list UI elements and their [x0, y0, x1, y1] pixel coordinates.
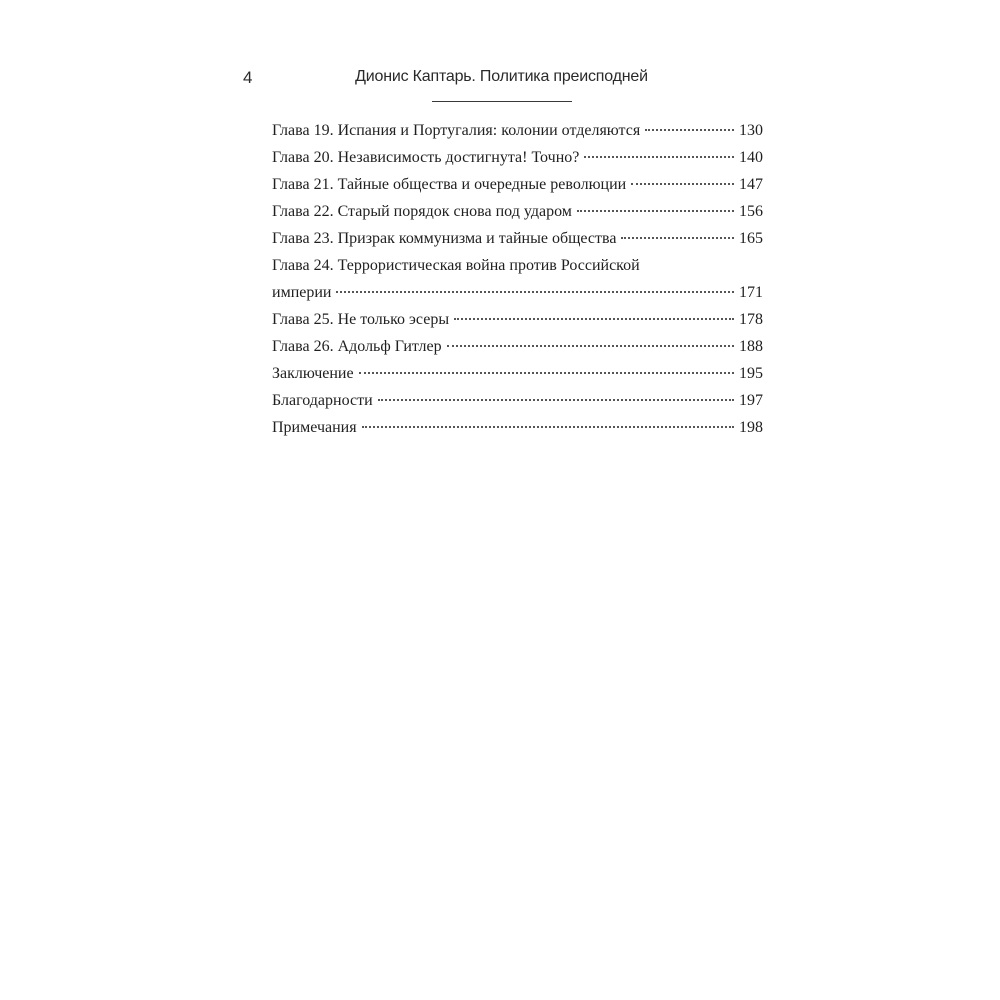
- toc-entry: [272, 144, 763, 171]
- toc-entry-title: Глава 26. Адольф Гитлер: [272, 338, 442, 355]
- toc-entry: [272, 333, 763, 360]
- toc-entry-title: Заключение: [272, 365, 354, 382]
- toc-entry-title: Глава 25. Не только эсеры: [272, 311, 450, 328]
- toc-leader-dots: [645, 129, 734, 131]
- toc-entry: [272, 171, 763, 198]
- toc-entry-page: 188: [739, 338, 763, 355]
- toc-entry: [272, 225, 763, 252]
- toc-leader-dots: [454, 318, 734, 320]
- toc-entry: [272, 387, 763, 414]
- toc-entry-page: 130: [739, 122, 763, 139]
- toc-leader-dots: [631, 183, 734, 185]
- toc-entry-page: 140: [739, 149, 763, 166]
- toc-entry-page: 178: [739, 311, 763, 328]
- page-number: 4: [243, 68, 253, 87]
- toc-leader-dots: [584, 156, 734, 158]
- toc-leader-dots: [577, 210, 734, 212]
- table-of-contents: [272, 117, 763, 441]
- toc-entry-page: 195: [739, 365, 763, 382]
- toc-entry-title: Примечания: [272, 419, 357, 436]
- toc-entry-page: 198: [739, 419, 763, 436]
- toc-entry-title-line2: империи: [272, 284, 332, 301]
- toc-entry: [272, 117, 763, 144]
- toc-entry-page: 197: [739, 392, 763, 409]
- toc-entry-page: 171: [739, 284, 763, 301]
- toc-entry-page: 165: [739, 230, 763, 247]
- toc-entry-page: 156: [739, 203, 763, 220]
- header-rule: [432, 101, 572, 102]
- toc-leader-dots: [336, 291, 734, 293]
- toc-entry-title-line1: Глава 24. Террористическая война против Российской: [272, 257, 640, 274]
- toc-leader-dots: [359, 372, 734, 374]
- toc-entry-page: 147: [739, 176, 763, 193]
- running-head: Дионис Каптарь. Политика преисподней: [355, 68, 648, 85]
- toc-entry: [272, 198, 763, 225]
- toc-entry-title: Благодарности: [272, 392, 373, 409]
- toc-entry: [272, 414, 763, 441]
- toc-entry: [272, 360, 763, 387]
- toc-entry-title: Глава 22. Старый порядок снова под ударом: [272, 203, 572, 220]
- toc-entry-multiline: [272, 252, 763, 306]
- toc-entry: [272, 306, 763, 333]
- toc-leader-dots: [362, 426, 734, 428]
- toc-entry-title: Глава 19. Испания и Португалия: колонии отделяются: [272, 122, 641, 139]
- toc-entry-title: Глава 20. Независимость достигнута! Точно?: [272, 149, 580, 166]
- toc-leader-dots: [621, 237, 734, 239]
- toc-leader-dots: [378, 399, 734, 401]
- toc-leader-dots: [447, 345, 734, 347]
- toc-entry-title: Глава 21. Тайные общества и очередные революции: [272, 176, 627, 193]
- toc-entry-title: Глава 23. Призрак коммунизма и тайные общества: [272, 230, 617, 247]
